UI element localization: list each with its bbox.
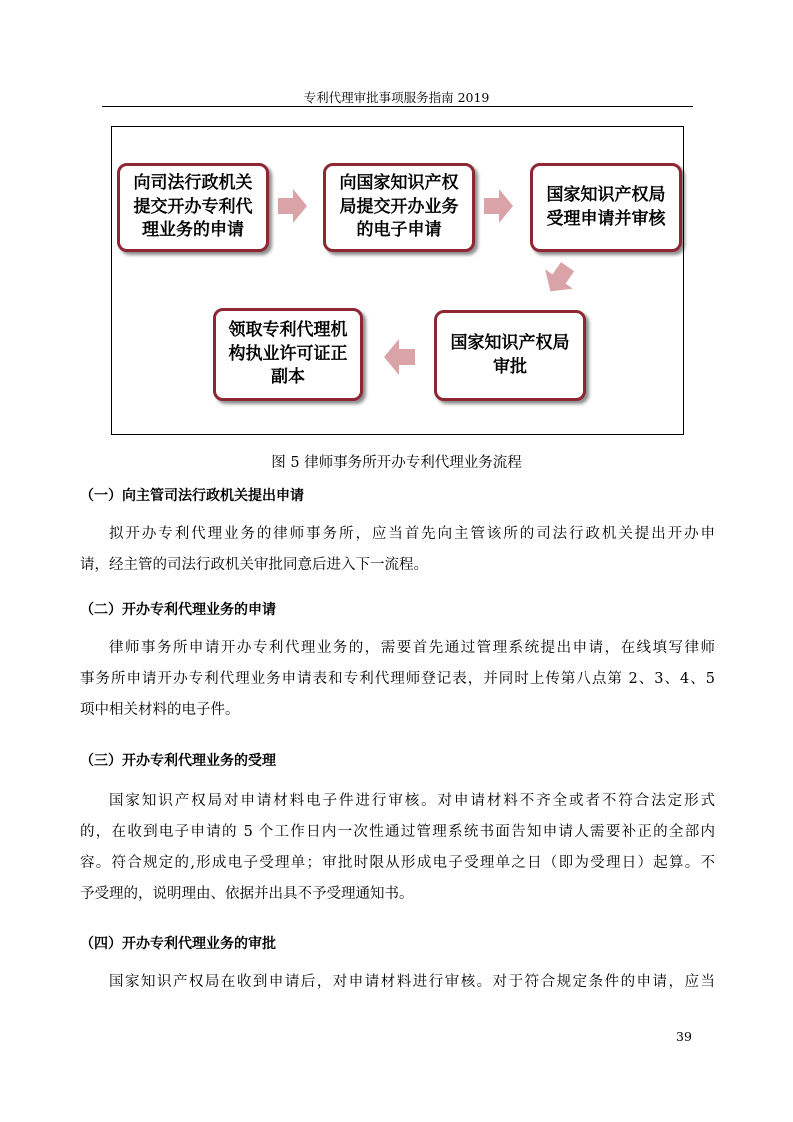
flow-step-1-line-3: 理业务的申请 xyxy=(142,220,244,241)
flow-step-2-line-1: 向国家知识产权 xyxy=(339,172,459,193)
page-number: 39 xyxy=(676,1029,692,1044)
arrow-right-icon xyxy=(278,189,308,223)
arrow-down-left-icon xyxy=(539,259,579,299)
flow-step-1-line-2: 提交开办专利代 xyxy=(133,196,253,217)
flow-step-3-line-2: 受理申请并审核 xyxy=(546,208,666,229)
body-line: 请，经主管的司法行政机关审批同意后进入下一流程。 xyxy=(80,557,428,573)
flow-step-1 xyxy=(117,163,269,252)
header-rule xyxy=(102,106,693,107)
section-heading-4: （四）开办专利代理业务的审批 xyxy=(80,936,276,952)
section-body-1 xyxy=(80,519,715,581)
flow-step-1-line-1: 向司法行政机关 xyxy=(133,172,253,193)
section-body-2 xyxy=(80,633,715,726)
flow-step-5-line-1: 领取专利代理机 xyxy=(228,319,348,340)
body-line: 项中相关材料的电子件。 xyxy=(80,702,240,718)
flow-step-5-line-3: 副本 xyxy=(271,367,305,388)
body-line: 律师事务所申请开办专利代理业务的，需要首先通过管理系统提出申请，在线填写律师 xyxy=(109,640,715,656)
body-line: 国家知识产权局对申请材料电子件进行审核。对申请材料不齐全或者不符合法定形式 xyxy=(109,793,715,809)
body-line: 的，在收到电子申请的 5 个工作日内一次性通过管理系统书面告知申请人需要补正的全部内 xyxy=(80,824,715,840)
body-line: 容。符合规定的,形成电子受理单；审批时限从形成电子受理单之日（即为受理日）起算。不 xyxy=(80,855,715,871)
flow-step-3 xyxy=(530,163,682,252)
flow-step-5 xyxy=(213,308,363,401)
flow-step-2-line-3: 的电子申请 xyxy=(356,220,442,241)
body-line: 拟开办专利代理业务的律师事务所，应当首先向主管该所的司法行政机关提出开办申 xyxy=(109,526,715,542)
figure-caption: 图 5 律师事务所开办专利代理业务流程 xyxy=(271,455,522,471)
running-header: 专利代理审批事项服务指南 2019 xyxy=(303,90,490,105)
body-line: 事务所申请开办专利代理业务申请表和专利代理师登记表，并同时上传第八点第 2、3、4、5 xyxy=(80,671,715,687)
section-heading-2: （二）开办专利代理业务的申请 xyxy=(80,602,276,618)
body-line: 国家知识产权局在收到申请后，对申请材料进行审核。对于符合规定条件的申请，应当 xyxy=(109,974,715,990)
flow-step-2 xyxy=(323,163,475,252)
section-body-3 xyxy=(80,786,715,910)
section-heading-1: （一）向主管司法行政机关提出申请 xyxy=(80,488,304,504)
flow-step-5-line-2: 构执业许可证正 xyxy=(228,343,348,364)
section-heading-3: （三）开办专利代理业务的受理 xyxy=(80,753,276,769)
arrow-right-icon xyxy=(484,189,514,223)
process-flow-figure xyxy=(111,126,684,435)
section-body-4 xyxy=(80,967,715,998)
flow-step-4-line-2: 审批 xyxy=(493,356,527,377)
body-line: 予受理的，说明理由、依据并出具不予受理通知书。 xyxy=(80,886,414,902)
flow-step-4 xyxy=(434,310,586,401)
flow-step-3-line-1: 国家知识产权局 xyxy=(546,184,666,205)
flow-step-4-line-1: 国家知识产权局 xyxy=(450,332,570,353)
arrow-left-icon xyxy=(384,339,416,375)
flow-step-2-line-2: 局提交开办业务 xyxy=(339,196,459,217)
